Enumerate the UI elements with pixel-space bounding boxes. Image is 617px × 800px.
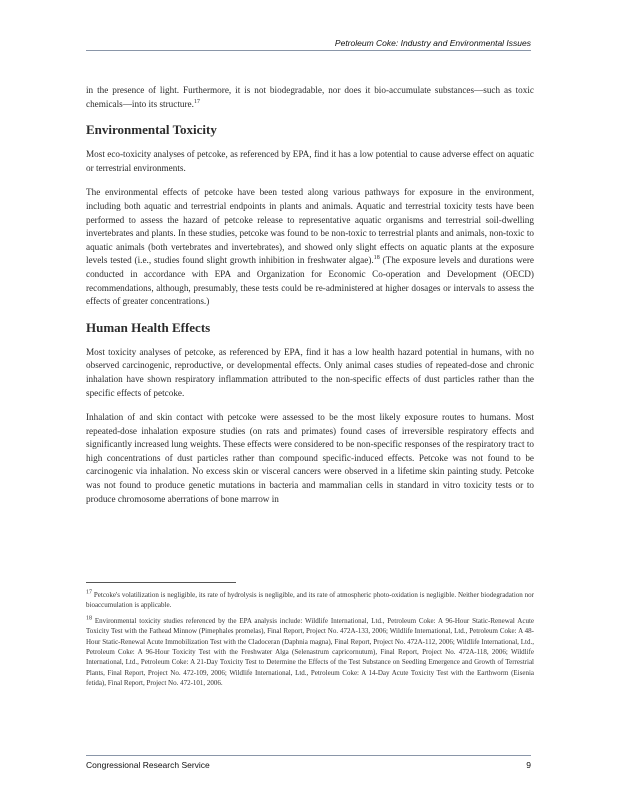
section-heading-environmental-toxicity: Environmental Toxicity: [86, 122, 217, 138]
page-number: 9: [526, 760, 531, 770]
health-paragraph-1: Most toxicity analyses of petcoke, as referenced by EPA, find it has a low health hazard potential in humans, with no observed carcinogenic, reproductive, or developmental effects. Only animal cases studies of repeated-dose and chronic inhalation have shown respiratory inflammation attributed to the non-specific effects of dust particles rather than the specific effects of petcoke.: [86, 346, 534, 398]
intro-text: in the presence of light. Furthermore, it is not biodegradable, nor does it bio-accumulate substances—such as toxic chemicals—into its structure.: [86, 85, 534, 109]
footnote-number: 18: [86, 615, 92, 622]
header-rule: [86, 50, 531, 51]
footnote-18: [86, 616, 534, 689]
env-paragraph-1: Most eco-toxicity analyses of petcoke, as referenced by EPA, find it has a low potential to cause adverse effect on aquatic or terrestrial environments.: [86, 149, 534, 173]
footnote-ref-17[interactable]: 17: [193, 98, 200, 105]
footnote-number: 17: [86, 589, 92, 596]
footnotes: [86, 590, 534, 694]
footer-rule: [86, 755, 531, 756]
running-header: Petroleum Coke: Industry and Environmental Issues: [334, 38, 531, 48]
main-content: [86, 84, 534, 517]
env-p2-tail: (The exposure levels and durations were conducted in accordance with EPA and Organization for Economic Co-operation and Development (OECD) recommendations, although, presumably, these tests could be re-administered at higher dosages or intervals to assess the effects of greater concentrations.): [86, 255, 535, 307]
health-paragraph-2: Inhalation of and skin contact with petcoke were assessed to be the most likely exposure routes to humans. Most repeated-dose inhalation exposure studies (on rats and primates) found cases of irreversible respiratory effects and significantly increased lung weights. These effects were considered to be non-specific responses of the respiratory tract to high concentrations of dust particles rather than compound specific-induced effects. Petcoke was not found to be carcinogenic via inhalation. No excess skin or visceral cancers were observed in a lifetime skin painting study. Petcoke was not found to produce genetic mutations in bacteria and mammalian cells in standard in vitro toxicity tests or to produce chromosome aberrations of bone marrow in: [86, 412, 534, 504]
footnote-ref-18[interactable]: 18: [373, 255, 380, 262]
footnote-17: [86, 590, 534, 611]
footer-publisher: Congressional Research Service: [86, 760, 210, 770]
footnote-rule: [86, 582, 236, 583]
intro-paragraph: [86, 84, 534, 111]
env-p2-text: The environmental effects of petcoke have been tested along various pathways for exposure in the environment, including both aquatic and terrestrial endpoints in plants and animals. Aquatic and terrestrial toxicity tests have been performed to assess the hazard of petcoke release to representative aquatic organisms and terrestrial soil-dwelling invertebrates and plants. In these studies, petcoke was found to be non-toxic to terrestrial plants and animals, non-toxic to aquatic animals (both vertebrates and invertebrates), and showed only slight effects on aquatic plants at the exposure levels tested (i.e., studies found slight growth inhibition in freshwater algae).: [86, 187, 534, 266]
footnote-text: Environmental toxicity studies referenced by the EPA analysis include: Wildlife International, Ltd., Petroleum Coke: A 96-Hour Static-Renewal Acute Toxicity Test with the Fathead Minnow (Pimephales promelas), Final Report, Project No. 472A-133, 2006; Wildlife International, Ltd., Petroleum Coke: A 48-Hour Static-Renewal Acute Immobilization Test with the Cladoceran (Daphnia magna), Final Report, Project No. 472A-112, 2006; Wildlife International, Ltd., Petroleum Coke: A 96-Hour Toxicity Test with the Freshwater Alga (Selenastrum capricornutum), Final Report, Project No. 472A-118, 2006; Wildlife International, Ltd., Petroleum Coke: A 21-Day Toxicity Test to Determine the Effects of the Test Substance on Seedling Emergence and Growth of Terrestrial Plants, Final Report, Project No. 472-109, 2006; Wildlife International, Ltd., Petroleum Coke: A 14-Day Acute Toxicity Test with the Earthworm (Eisenia fetida), Final Report, Project No. 472-101, 2006.: [86, 616, 535, 688]
footnote-text: Petcoke's volatilization is negligible, its rate of hydrolysis is negligible, and its rate of atmospheric photo-oxidation is negligible. Neither biodegradation nor bioaccumulation is applicable.: [86, 591, 534, 610]
section-heading-human-health-effects: Human Health Effects: [86, 319, 211, 335]
env-paragraph-2: [86, 186, 534, 308]
